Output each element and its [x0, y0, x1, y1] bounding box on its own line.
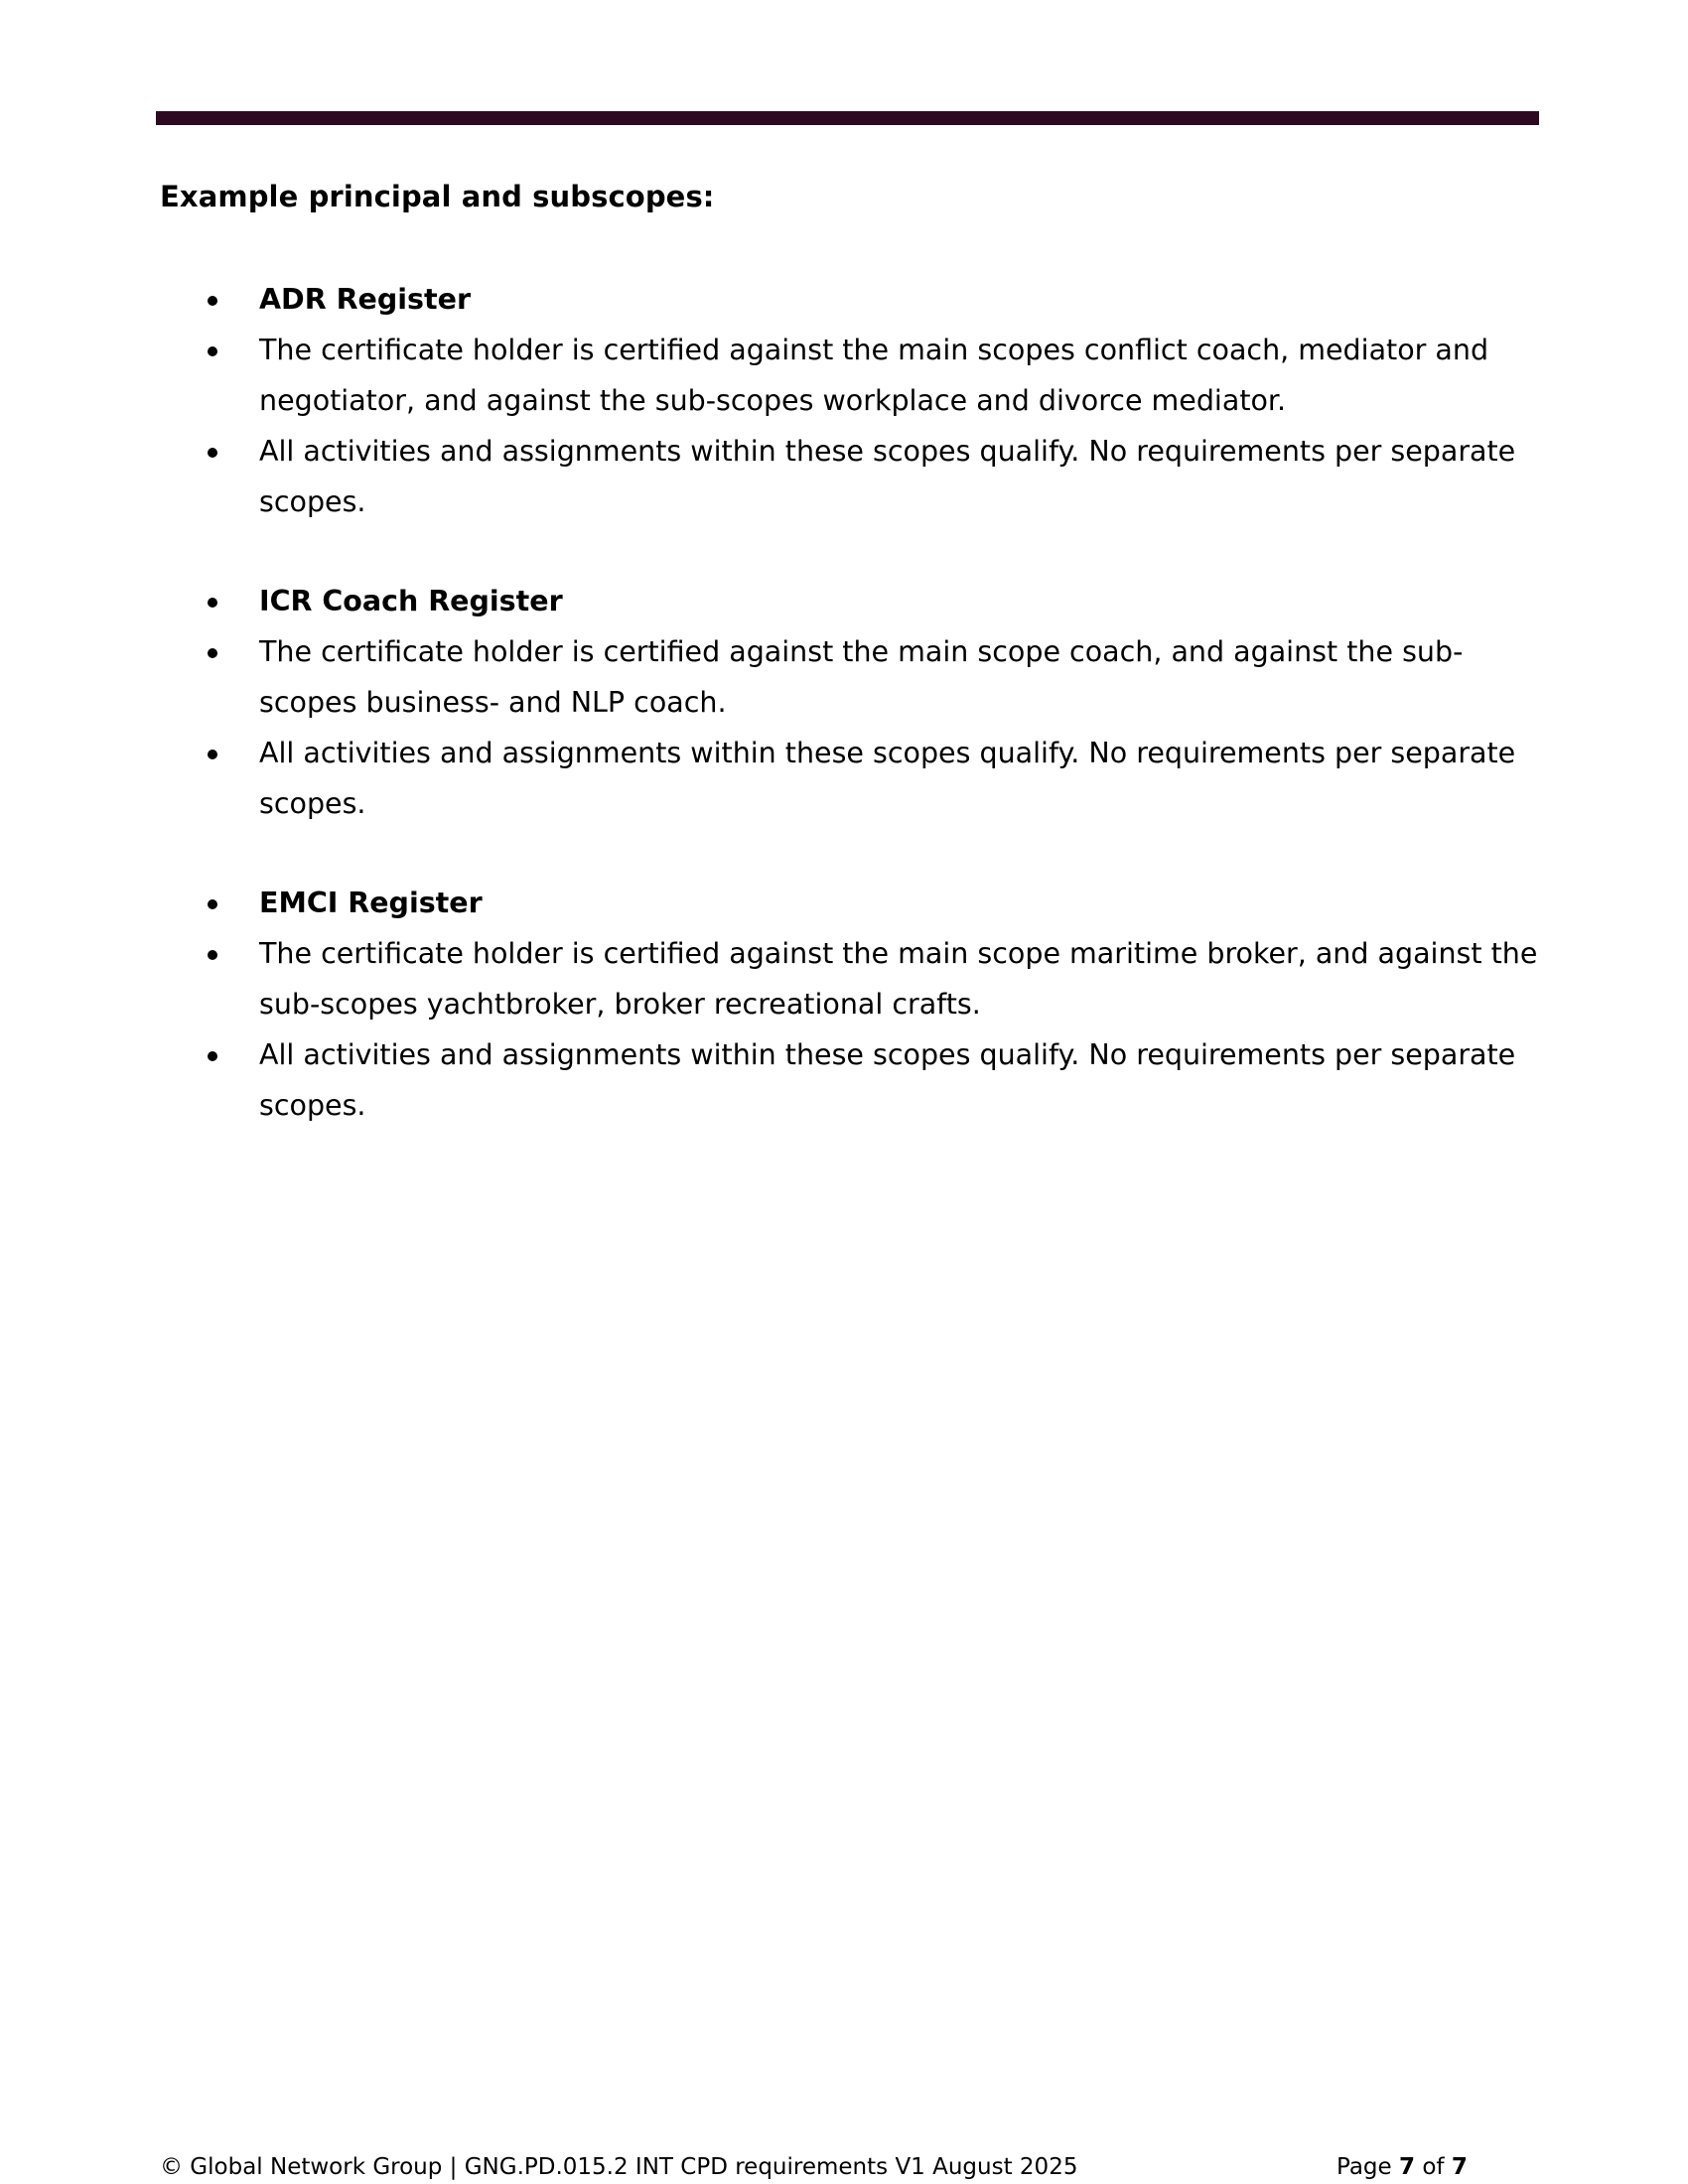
list-item [160, 576, 1545, 626]
bullet-icon [208, 598, 217, 608]
scope-bullet-list [160, 274, 1545, 1179]
scope-qualification: All activities and assignments within these scopes qualify. No requirements per separate scopes. [259, 737, 1516, 820]
bullet-icon [208, 448, 217, 458]
list-item [160, 1029, 1545, 1131]
list-item [160, 928, 1545, 1029]
header-rule [156, 111, 1539, 125]
page-label: Page [1336, 2154, 1392, 2180]
page-current: 7 [1399, 2154, 1416, 2180]
scope-group-emci [160, 878, 1545, 1131]
register-title: ADR Register [259, 283, 471, 316]
scope-group-adr [160, 274, 1545, 527]
list-item [160, 325, 1545, 426]
list-item [160, 626, 1545, 728]
bullet-icon [208, 346, 217, 356]
list-item [160, 728, 1545, 829]
page-total: 7 [1451, 2154, 1468, 2180]
scope-description: The certificate holder is certified against the main scope maritime broker, and against the sub-scopes yachtbroker, broker recreational crafts. [259, 937, 1538, 1021]
list-item [160, 878, 1545, 928]
bullet-icon [208, 750, 217, 759]
page-of: of [1422, 2154, 1445, 2180]
bullet-icon [208, 648, 217, 658]
bullet-icon [208, 296, 217, 306]
scope-description: The certificate holder is certified against the main scopes conflict coach, mediator and negotiator, and against the sub-scopes workplace and divorce mediator. [259, 334, 1489, 417]
scope-group-icr [160, 576, 1545, 829]
list-item [160, 426, 1545, 527]
list-item [160, 274, 1545, 325]
bullet-icon [208, 950, 217, 960]
footer-document-reference: © Global Network Group | GNG.PD.015.2 INT CPD requirements V1 August 2025 [160, 2154, 1078, 2180]
page-number [1336, 2152, 1468, 2182]
bullet-icon [208, 899, 217, 909]
scope-qualification: All activities and assignments within these scopes qualify. No requirements per separate scopes. [259, 1038, 1516, 1122]
bullet-icon [208, 1051, 217, 1061]
register-title: ICR Coach Register [259, 585, 563, 617]
section-heading: Example principal and subscopes: [160, 180, 715, 213]
scope-qualification: All activities and assignments within these scopes qualify. No requirements per separate scopes. [259, 435, 1516, 518]
scope-description: The certificate holder is certified against the main scope coach, and against the sub-scopes business- and NLP coach. [259, 635, 1464, 719]
register-title: EMCI Register [259, 887, 483, 919]
